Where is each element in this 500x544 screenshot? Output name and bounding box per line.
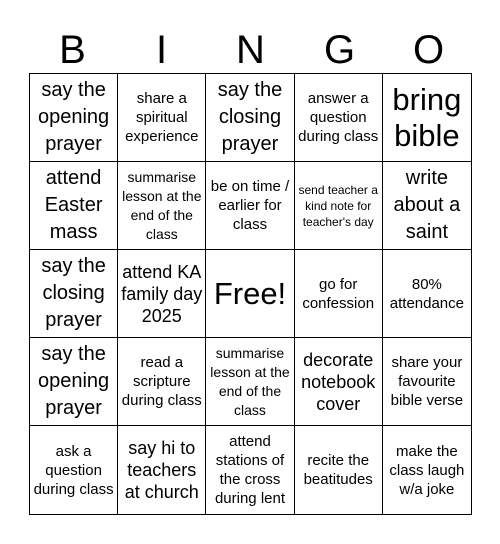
bingo-cell[interactable]: summarise lesson at the end of the class	[118, 162, 206, 250]
header-letter-g: G	[323, 28, 356, 72]
header-letter-o: O	[412, 28, 445, 72]
bingo-cell[interactable]: summarise lesson at the end of the class	[206, 338, 294, 426]
header-letter-i: I	[155, 28, 168, 72]
bingo-cell[interactable]: share your favourite bible verse	[383, 338, 471, 426]
bingo-cell[interactable]: attend KA family day 2025	[118, 250, 206, 338]
bingo-cell[interactable]: be on time / earlier for class	[206, 162, 294, 250]
bingo-cell[interactable]: share a spiritual experience	[118, 74, 206, 162]
bingo-cell[interactable]: recite the beatitudes	[295, 426, 383, 514]
bingo-cell[interactable]: ask a question during class	[30, 426, 118, 514]
header-letter-b: B	[59, 28, 86, 72]
bingo-cell[interactable]: attend stations of the cross during lent	[206, 426, 294, 514]
bingo-cell[interactable]: say hi to teachers at church	[118, 426, 206, 514]
bingo-cell[interactable]: answer a question during class	[295, 74, 383, 162]
bingo-cell[interactable]: make the class laugh w/a joke	[389, 442, 465, 498]
bingo-cell[interactable]: go for confession	[295, 250, 383, 338]
bingo-cell[interactable]: say the closing prayer	[206, 74, 294, 162]
bingo-cell[interactable]: read a scripture during class	[118, 338, 206, 426]
bingo-cell[interactable]: bring bible	[383, 74, 471, 162]
bingo-cell[interactable]: decorate notebook cover	[295, 338, 383, 426]
header-letter-n: N	[236, 28, 265, 72]
bingo-cell[interactable]: say the closing prayer	[30, 250, 118, 338]
bingo-cell[interactable]: say the opening prayer	[30, 338, 118, 426]
bingo-cell[interactable]: write about a saint	[383, 162, 471, 250]
bingo-cell-free[interactable]: Free!	[206, 250, 294, 338]
bingo-cell[interactable]: attend Easter mass	[30, 162, 118, 250]
bingo-header	[28, 28, 472, 72]
bingo-grid	[29, 73, 472, 515]
bingo-cell[interactable]: 80% attendance	[383, 250, 471, 338]
bingo-cell[interactable]: send teacher a kind note for teacher's day	[295, 162, 383, 250]
bingo-cell[interactable]: say the opening prayer	[30, 74, 118, 162]
